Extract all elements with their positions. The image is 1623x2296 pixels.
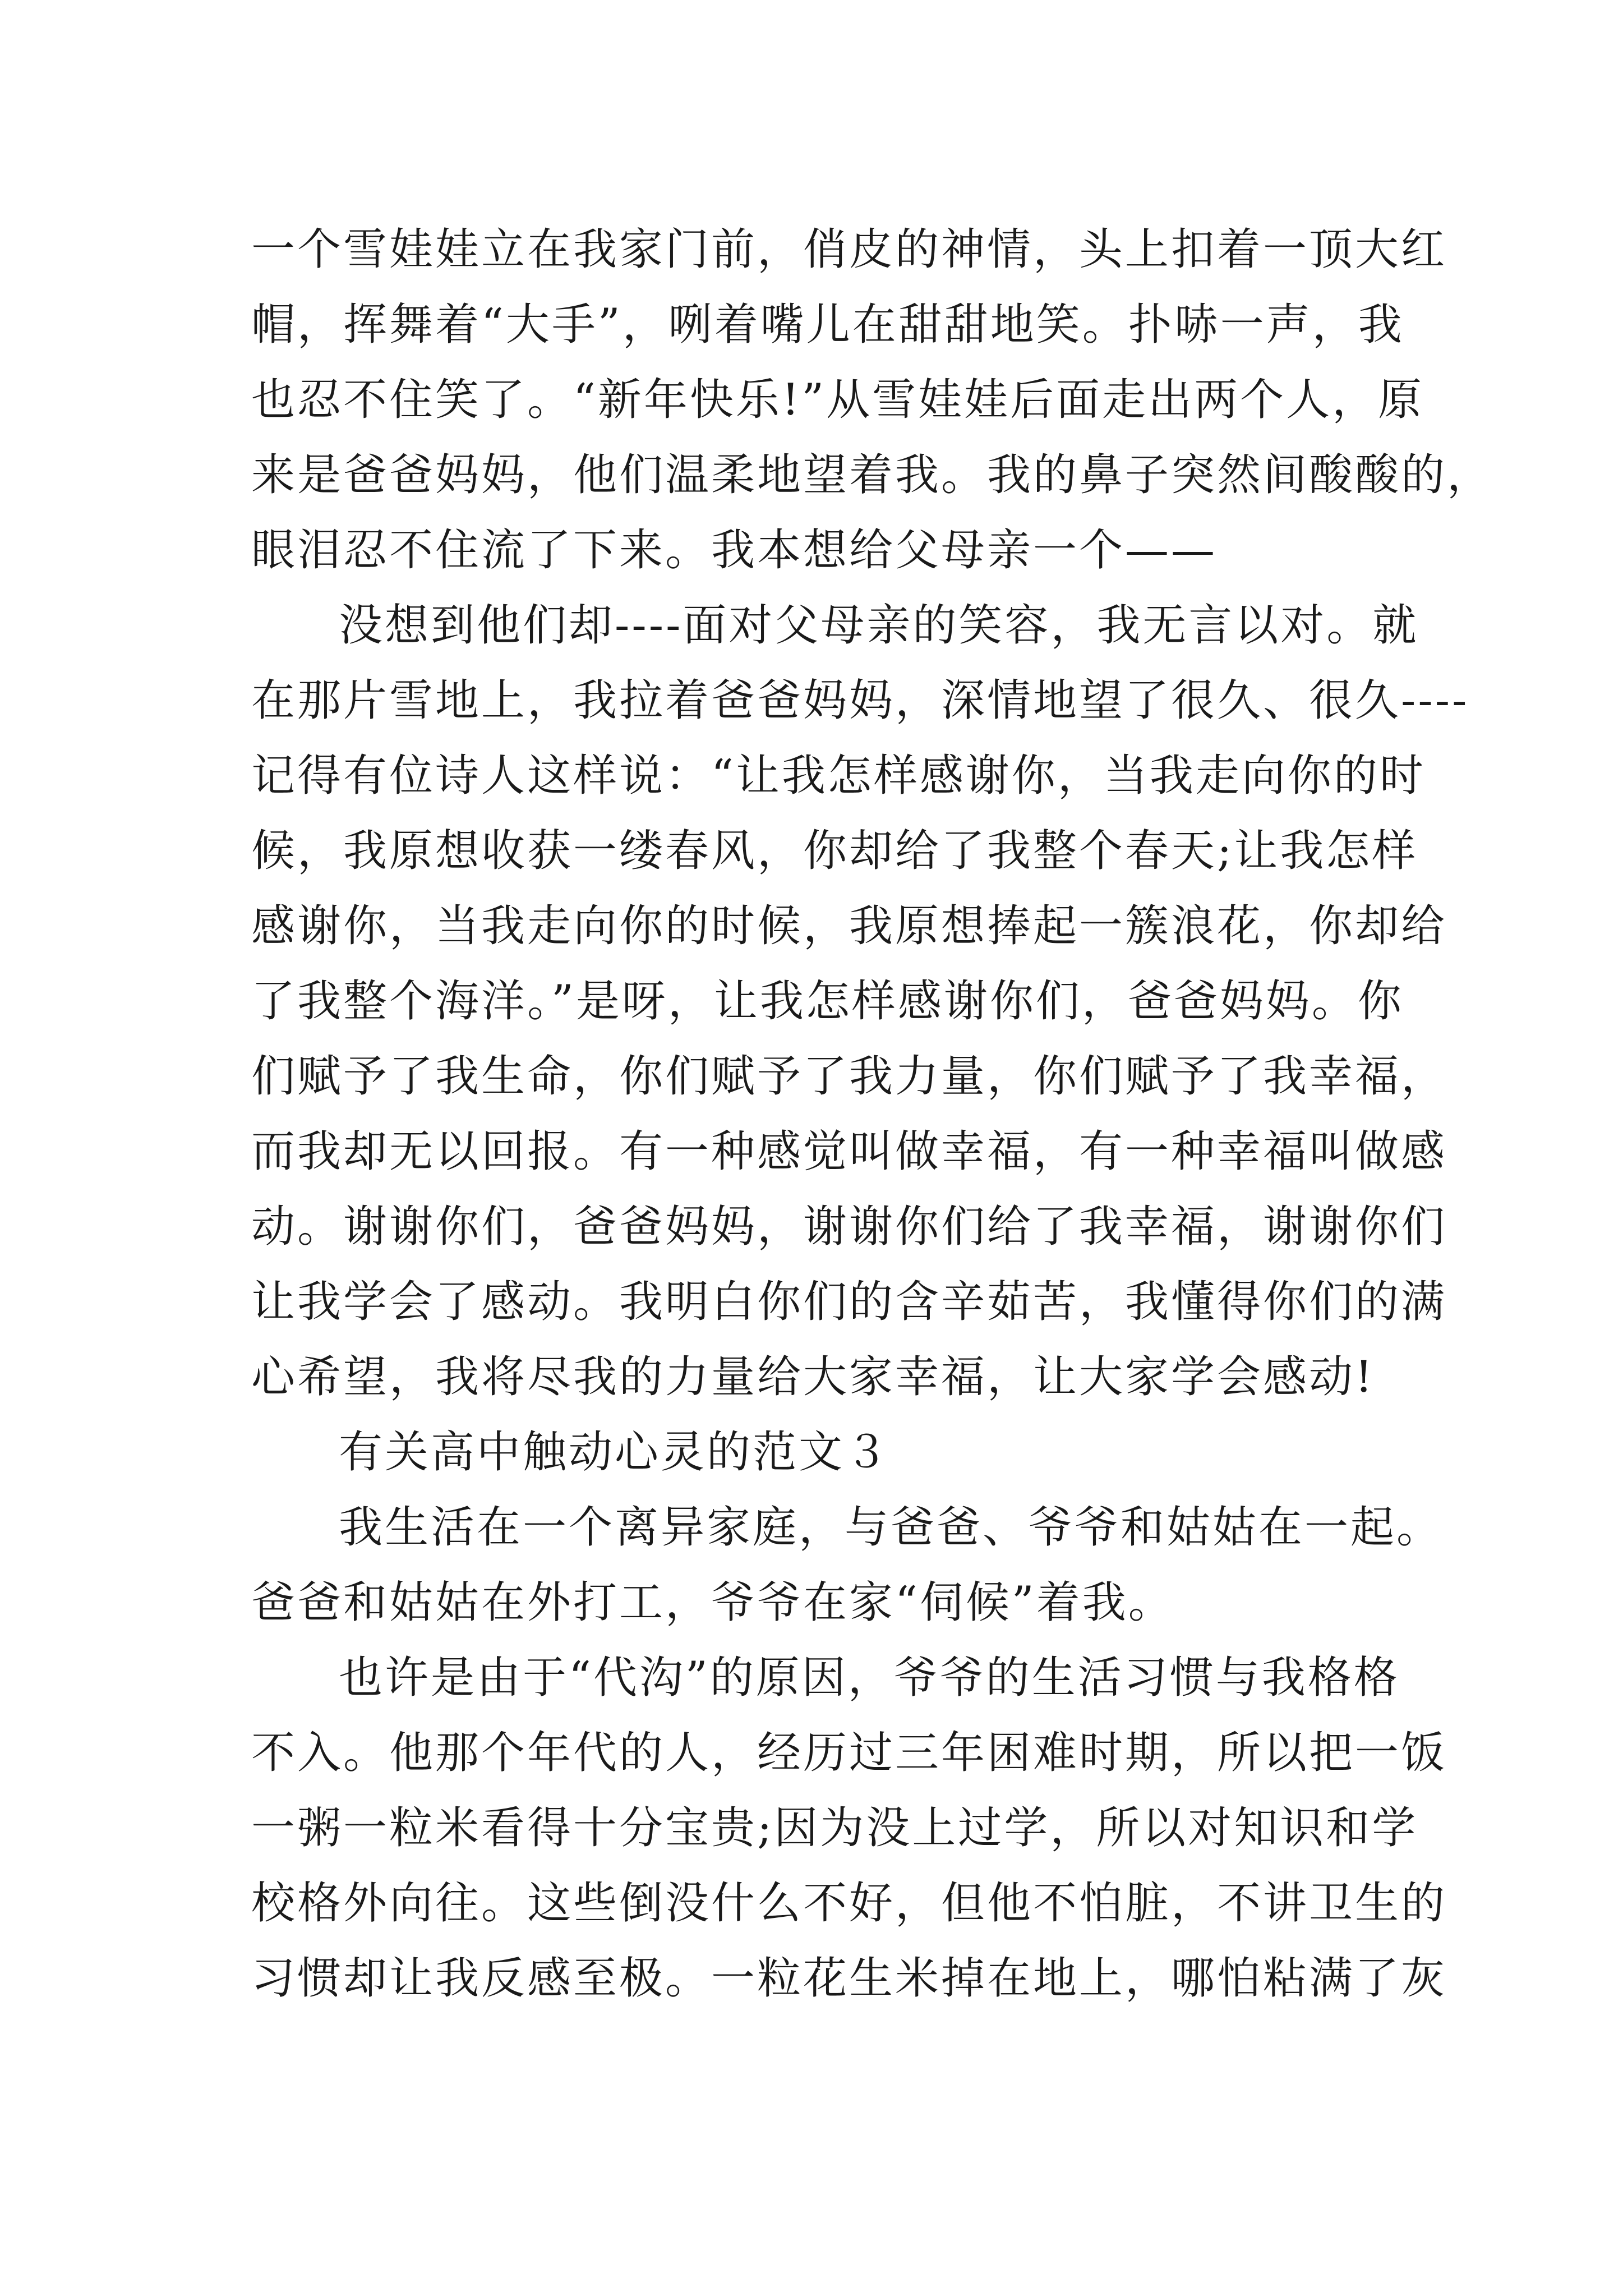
paragraph-first-line: 也许是由于“代沟”的原因，爷爷的生活习惯与我格格 <box>339 1653 1400 1703</box>
text-line: 动。谢谢你们，爸爸妈妈，谢谢你们给了我幸福，谢谢你们 <box>251 1202 1447 1252</box>
text-line: 不入。他那个年代的人，经历过三年困难时期，所以把一饭 <box>251 1728 1447 1778</box>
text-line: 们赋予了我生命，你们赋予了我力量，你们赋予了我幸福， <box>251 1051 1447 1102</box>
paragraph-first-line: 没想到他们却----面对父母亲的笑容，我无言以对。就 <box>339 600 1419 651</box>
text-line: 候，我原想收获一缕春风，你却给了我整个春天;让我怎样 <box>251 826 1418 876</box>
text-line: 记得有位诗人这样说：“让我怎样感谢你，当我走向你的时 <box>251 751 1426 801</box>
text-line: 而我却无以回报。有一种感觉叫做幸福，有一种幸福叫做感 <box>251 1126 1447 1177</box>
text-line: 让我学会了感动。我明白你们的含辛茹苦，我懂得你们的满 <box>251 1277 1447 1327</box>
paragraph-first-line: 我生活在一个离异家庭，与爸爸、爷爷和姑姑在一起。 <box>339 1502 1443 1553</box>
text-line: 在那片雪地上，我拉着爸爸妈妈，深情地望了很久、很久---- <box>251 675 1469 726</box>
text-line: 一粥一粒米看得十分宝贵;因为没上过学，所以对知识和学 <box>251 1803 1418 1853</box>
section-heading: 有关高中触动心灵的范文３ <box>339 1427 891 1478</box>
document-body <box>251 212 1493 2016</box>
text-line: 帽，挥舞着“大手”，咧着嘴儿在甜甜地笑。扑哧一声，我 <box>251 300 1404 350</box>
text-line: 一个雪娃娃立在我家门前，俏皮的神情，头上扣着一顶大红 <box>251 224 1447 275</box>
text-line: 感谢你，当我走向你的时候，我原想捧起一簇浪花，你却给 <box>251 901 1447 951</box>
text-line: 眼泪忍不住流了下来。我本想给父母亲一个—— <box>251 525 1218 576</box>
text-line: 了我整个海洋。”是呀，让我怎样感谢你们，爸爸妈妈。你 <box>251 976 1404 1027</box>
text-line: 来是爸爸妈妈，他们温柔地望着我。我的鼻子突然间酸酸的， <box>251 450 1493 500</box>
text-line: 心希望，我将尽我的力量给大家幸福，让大家学会感动! <box>251 1352 1375 1402</box>
text-line: 校格外向往。这些倒没什么不好，但他不怕脏，不讲卫生的 <box>251 1878 1447 1929</box>
text-line: 爸爸和姑姑在外打工，爷爷在家“伺候”着我。 <box>251 1577 1174 1628</box>
text-line: 习惯却让我反感至极。一粒花生米掉在地上，哪怕粘满了灰 <box>251 1953 1447 2004</box>
text-line: 也忍不住笑了。“新年快乐!”从雪娃娃后面走出两个人，原 <box>251 375 1424 425</box>
